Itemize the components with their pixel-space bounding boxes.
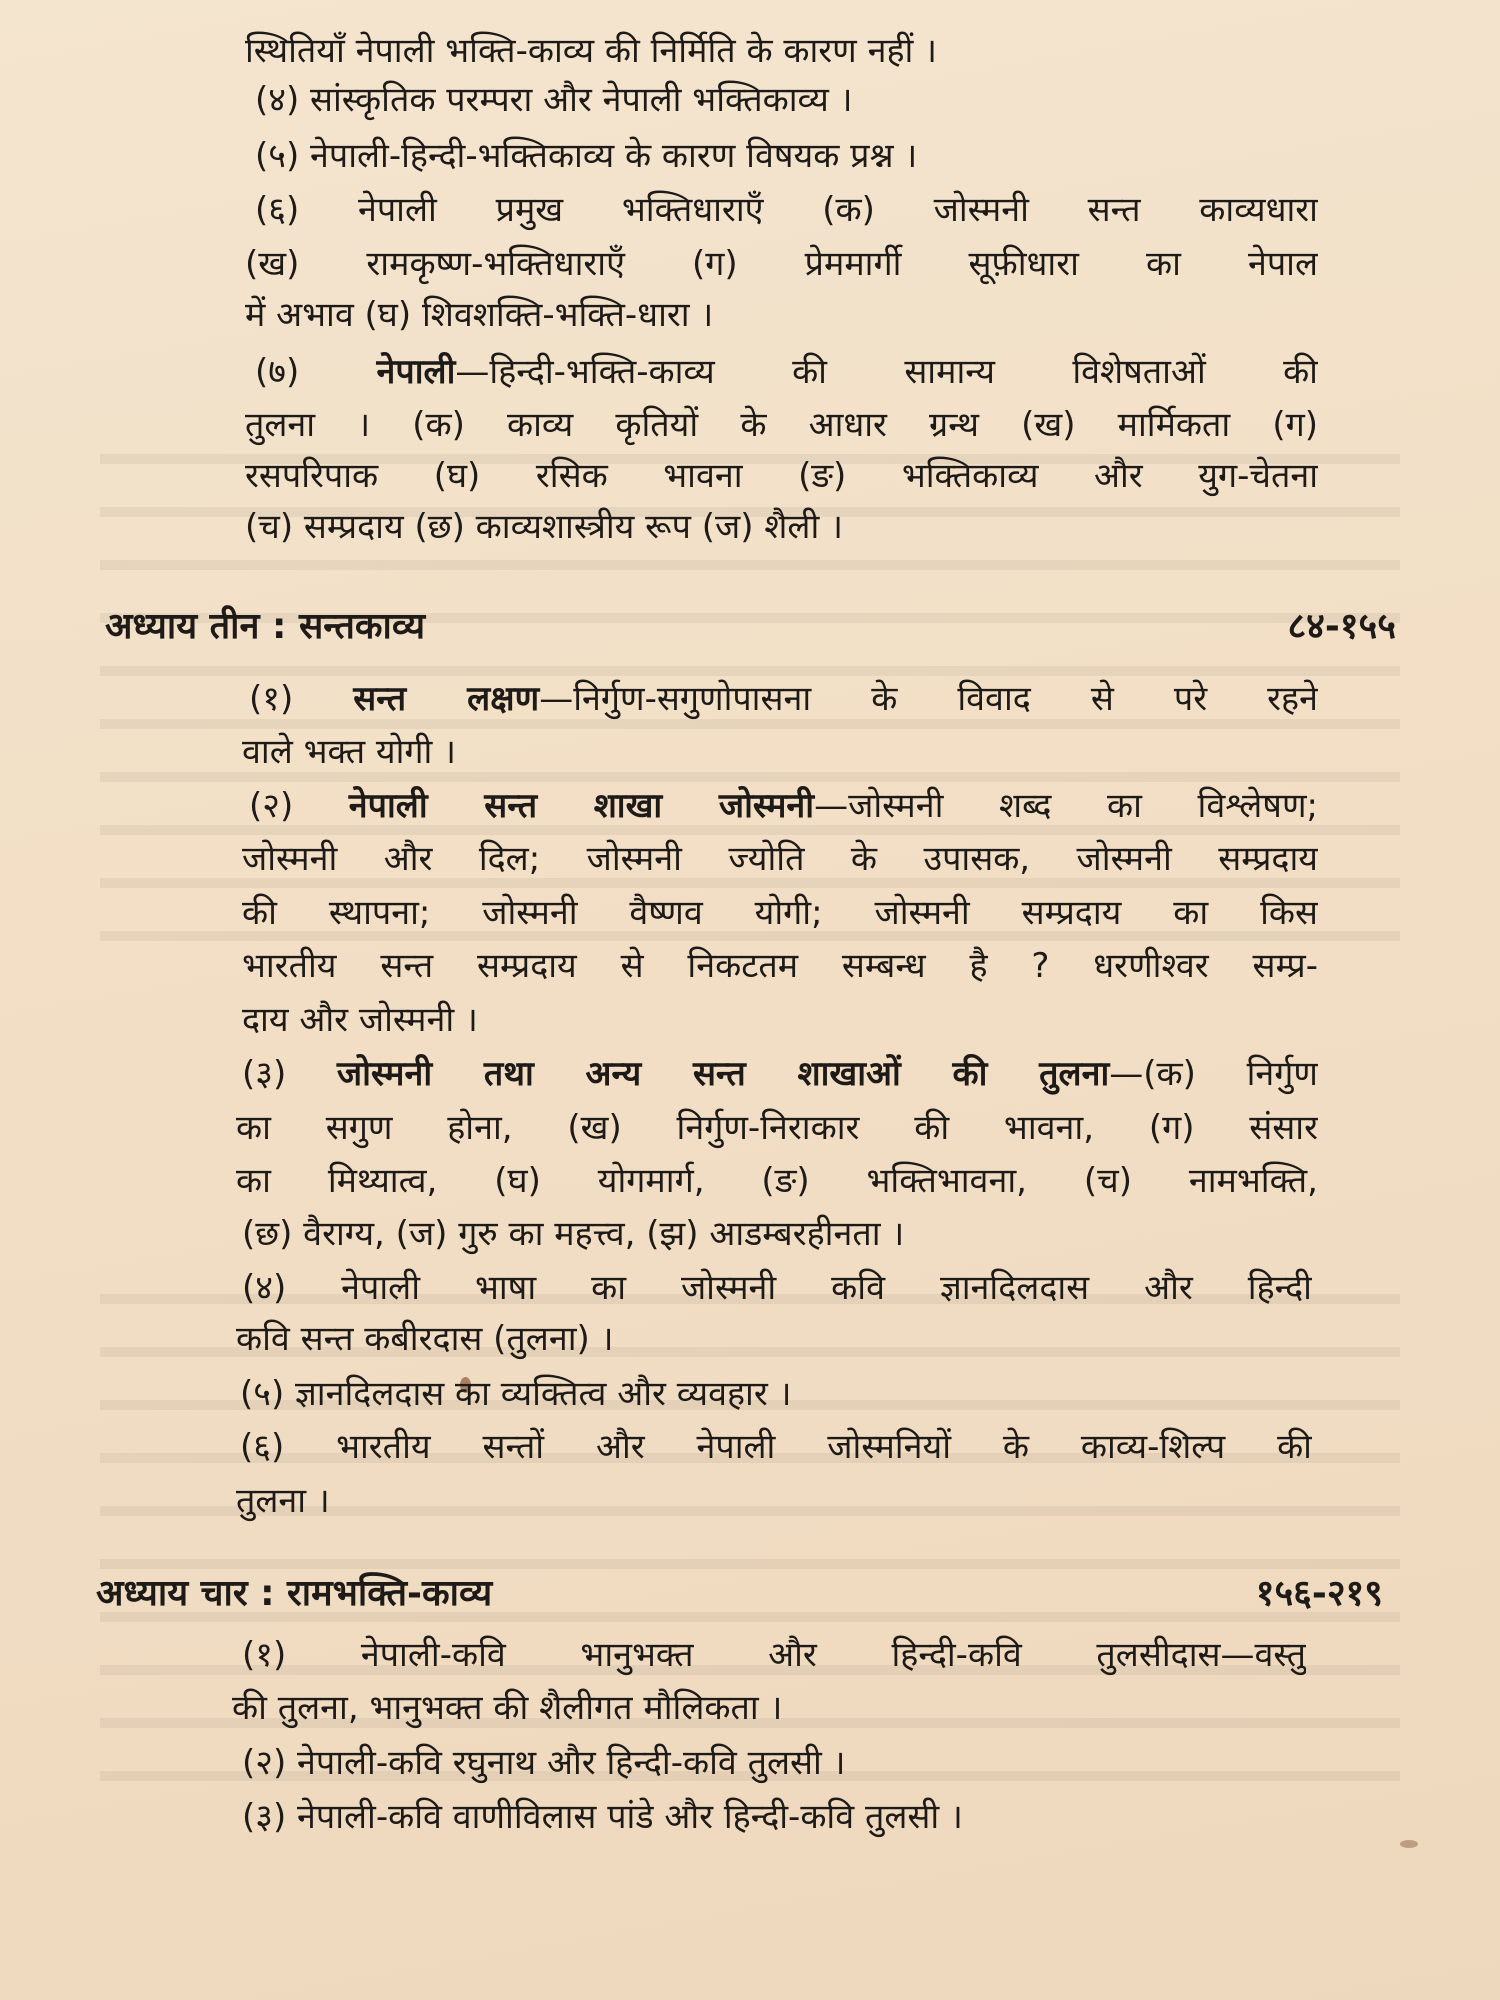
line-text: दाय और जोस्मनी ।: [242, 1000, 478, 1040]
chapter3-line: [242, 941, 1318, 991]
line-text: स्थितियाँ नेपाली भक्ति-काव्य की निर्मिति के कारण नहीं ।: [245, 31, 937, 71]
chapter3-line: [242, 1209, 904, 1259]
line-text: का मिथ्यात्व, (घ) योगमार्ग, (ङ) भक्तिभावना, (च) नामभक्ति,: [236, 1161, 1318, 1201]
chapter3-line: [236, 1103, 1318, 1153]
chapter4-line: [242, 1792, 963, 1842]
line-text: में अभाव (घ) शिवशक्ति-भक्ति-धारा ।: [245, 295, 714, 335]
line-text: का सगुण होना, (ख) निर्गुण-निराकार की भावना, (ग) संसार: [236, 1108, 1318, 1148]
line-text: वाले भक्त योगी ।: [242, 732, 457, 772]
chapter3-line: [236, 1156, 1318, 1206]
line-text: —जोस्मनी शब्द का विश्लेषण;: [814, 786, 1318, 826]
line-text: (३) नेपाली-कवि वाणीविलास पांडे और हिन्दी-कवि तुलसी ।: [242, 1797, 963, 1837]
chapter4-page-range: १५६-२१९: [1255, 1573, 1383, 1614]
chapter3-line: [242, 1049, 1318, 1099]
line-text: जोस्मनी और दिल; जोस्मनी ज्योति के उपासक, जोस्मनी सम्प्रदाय: [242, 839, 1318, 879]
chapter3-line: [242, 1263, 1312, 1313]
line-text: (७): [255, 352, 377, 392]
line-text: की स्थापना; जोस्मनी वैष्णव योगी; जोस्मनी सम्प्रदाय का किस: [242, 893, 1318, 933]
chapter3-line: [240, 1369, 791, 1419]
bold-topic: नेपाली सन्त शाखा जोस्मनी: [348, 786, 815, 826]
line-text: (ख) रामकृष्ण-भक्तिधाराएँ (ग) प्रेममार्गी सूफ़ीधारा का नेपाल: [245, 244, 1318, 284]
chapter3-line: [242, 888, 1318, 938]
line-text: (६) नेपाली प्रमुख भक्तिधाराएँ (क) जोस्मनी सन्त काव्यधारा: [255, 190, 1318, 230]
chapter4-line: [242, 1738, 846, 1788]
chapter3-heading: अध्याय तीन : सन्तकाव्य: [105, 606, 426, 647]
line-text: भारतीय सन्त सम्प्रदाय से निकटतम सम्बन्ध है ? धरणीश्वर सम्प्र-: [242, 946, 1318, 986]
line-text: —निर्गुण-सगुणोपासना के विवाद से परे रहने: [539, 679, 1318, 719]
intro-lines-line: [245, 400, 1318, 450]
chapter3-line: [249, 781, 1318, 831]
bold-topic: नेपाली: [376, 352, 456, 392]
line-text: (२) नेपाली-कवि रघुनाथ और हिन्दी-कवि तुलसी ।: [242, 1743, 846, 1783]
line-text: (२): [249, 786, 349, 826]
line-text: —(क) निर्गुण: [1109, 1054, 1318, 1094]
chapter3-line: [240, 1422, 1312, 1472]
chapter3-line: [236, 1314, 614, 1364]
line-text: (६) भारतीय सन्तों और नेपाली जोस्मनियों के काव्य-शिल्प की: [240, 1427, 1312, 1467]
line-text: (४) सांस्कृतिक परम्परा और नेपाली भक्तिकाव्य ।: [255, 80, 853, 120]
intro-lines-line: [245, 26, 937, 76]
chapter3-line: [249, 674, 1318, 724]
intro-lines-line: [255, 185, 1318, 235]
line-text: की तुलना, भानुभक्त की शैलीगत मौलिकता ।: [232, 1688, 783, 1728]
chapter4-heading: अध्याय चार : रामभक्ति-काव्य: [96, 1573, 493, 1614]
line-text: (३): [242, 1054, 337, 1094]
line-text: रसपरिपाक (घ) रसिक भावना (ङ) भक्तिकाव्य और युग-चेतना: [245, 456, 1318, 496]
line-text: (१): [249, 679, 354, 719]
line-text: (५) ज्ञानदिलदास का व्यक्तित्व और व्यवहार ।: [240, 1374, 792, 1414]
bold-topic: सन्त लक्षण: [353, 679, 540, 719]
intro-lines-line: [245, 502, 843, 552]
line-text: —हिन्दी-भक्ति-काव्य की सामान्य विशेषताओं की: [455, 352, 1318, 392]
line-text: (च) सम्प्रदाय (छ) काव्यशास्त्रीय रूप (ज) शैली ।: [245, 507, 843, 547]
intro-lines-line: [255, 75, 853, 125]
line-text: कवि सन्त कबीरदास (तुलना) ।: [236, 1319, 614, 1359]
chapter3-line: [242, 727, 456, 777]
line-text: तुलना । (क) काव्य कृतियों के आधार ग्रन्थ (ख) मार्मिकता (ग): [245, 405, 1318, 445]
line-text: (५) नेपाली-हिन्दी-भक्तिकाव्य के कारण विषयक प्रश्न ।: [255, 136, 918, 176]
intro-lines-line: [245, 451, 1318, 501]
paper-stain: [1400, 1840, 1418, 1848]
line-text: (४) नेपाली भाषा का जोस्मनी कवि ज्ञानदिलदास और हिन्दी: [242, 1268, 1312, 1308]
intro-lines-line: [255, 131, 917, 181]
chapter4-line: [232, 1683, 782, 1733]
chapter3-line: [236, 1476, 330, 1526]
chapter3-line: [242, 995, 478, 1045]
line-text: (१) नेपाली-कवि भानुभक्त और हिन्दी-कवि तुलसीदास—वस्तु: [242, 1635, 1306, 1675]
intro-lines-line: [255, 347, 1318, 397]
chapter4-line: [242, 1630, 1306, 1680]
chapter3-line: [242, 834, 1318, 884]
bold-topic: जोस्मनी तथा अन्य सन्त शाखाओं की तुलना: [336, 1054, 1110, 1094]
line-text: तुलना ।: [236, 1481, 330, 1521]
chapter3-page-range: ८४-१५५: [1287, 606, 1396, 647]
intro-lines-line: [245, 290, 713, 340]
line-text: (छ) वैराग्य, (ज) गुरु का महत्त्व, (झ) आडम्बरहीनता ।: [242, 1214, 905, 1254]
intro-lines-line: [245, 239, 1318, 289]
